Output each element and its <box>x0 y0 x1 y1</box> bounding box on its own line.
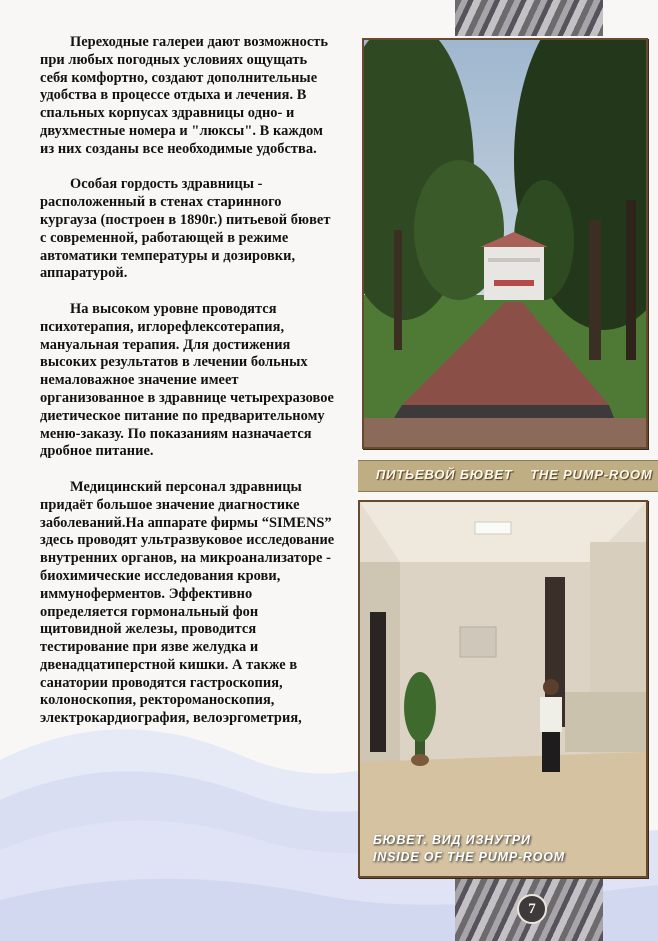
page-number: 7 <box>517 894 547 924</box>
marble-strip-top <box>455 0 603 36</box>
pump-room-interior-photo <box>358 500 648 878</box>
paragraph-diagnostics: Медицинский персонал здравницы придаёт большое значение диагностике заболеваний.На аппарате фирмы “SIMENS” здесь проводят ультразвуковое исследование внутренних органов, на микроанализаторе - биохимические исследования крови, иммуноферментов. Эффективно определяется гормональный фон щитовидной железы, проводится тестирование при язве желудка и двенадцатиперстной кишки. А также в санатории проводятся гастроскопия, колоноскопия, ректороманоскопия, электрокардиография, велоэргометрия, <box>40 478 335 727</box>
interior-caption-en: INSIDE OF THE PUMP-ROOM <box>373 850 566 864</box>
interior-caption-ru: БЮВЕТ. ВИД ИЗНУТРИ <box>373 833 531 847</box>
paragraph-galleries: Переходные галереи дают возможность при любых погодных условиях ощущать себя комфортно, создают дополнительные удобства в процессе отдыха и лечения. В спальных корпусах здравницы одно- и двухместные номера и "люксы". В каждом из них созданы все необходимые удобства. <box>40 34 329 157</box>
interior-caption <box>373 832 565 866</box>
paragraph-pump-room: Особая гордость здравницы - расположенный в стенах старинного кургауза (построен в 1890г.) питьевой бювет с современной, работающей в режиме автоматики температуры и дозировки, аппаратурой. <box>40 176 331 282</box>
pump-room-caption: ПИТЬЕВОЙ БЮВЕТ THE PUMP-ROOM <box>376 467 653 482</box>
pump-room-exterior-photo <box>362 38 648 449</box>
body-text <box>40 34 338 746</box>
paragraph-therapy: На высоком уровне проводятся психотерапия, иглорефлексотерапия, мануальная терапия. Для достижения высоких результатов в лечении больных немаловажное значение имеет организованное в здравнице четырехразовое диетическое питание по предварительному меню-заказу. По показаниям назначается дробное питание. <box>40 300 334 460</box>
